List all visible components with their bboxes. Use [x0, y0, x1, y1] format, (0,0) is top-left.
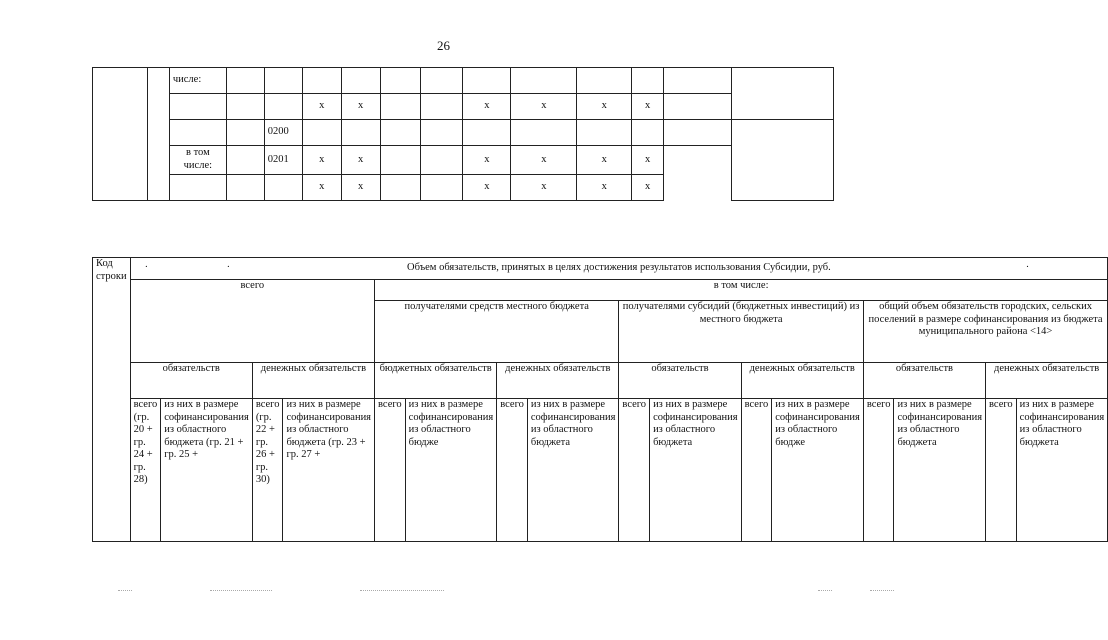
row-label: в том числе:: [169, 145, 226, 174]
column-header: из них в размере софинансирования из областного бюджета (гр. 23 + гр. 27 +: [283, 399, 375, 542]
sub-header: обязательств: [130, 363, 252, 399]
column-header: из них в размере софинансирования из областного бюдже: [772, 399, 864, 542]
column-header: из них в размере софинансирования из областного бюджета: [650, 399, 742, 542]
table-row: х х х х х х: [93, 93, 834, 119]
page-number: 26: [437, 38, 450, 53]
total-header: всего: [130, 280, 374, 363]
sub-header: обязательств: [619, 363, 741, 399]
column-header: всего: [497, 399, 528, 542]
column-header: из них в размере софинансирования из областного бюджета: [1016, 399, 1108, 542]
table-row: [93, 399, 1108, 542]
sub-header: обязательств: [863, 363, 985, 399]
scan-mark: [210, 590, 272, 591]
sub-header: денежных обязательств: [741, 363, 863, 399]
row-code: 0201: [264, 145, 302, 174]
table-row: [93, 280, 1108, 301]
table-row: [93, 68, 834, 94]
column-header: всего (гр. 20 + гр. 24 + гр. 28): [130, 399, 161, 542]
column-header: всего: [619, 399, 650, 542]
column-header: всего: [863, 399, 894, 542]
sub-header: бюджетных обязательств: [375, 363, 497, 399]
column-header: всего: [375, 399, 406, 542]
row-code: 0200: [264, 119, 302, 145]
scan-mark: [118, 590, 132, 591]
column-header: из них в размере софинансирования из областного бюдже: [405, 399, 497, 542]
scan-mark: [870, 590, 894, 591]
group-local-header: получателями средств местного бюджета: [375, 301, 619, 363]
scan-mark: [818, 590, 832, 591]
sub-header: денежных обязательств: [986, 363, 1108, 399]
column-header: из них в размере софинансирования из областного бюджета: [894, 399, 986, 542]
table-row: [93, 119, 834, 145]
table-row: [93, 258, 1108, 280]
mark-dot: ·: [144, 262, 149, 274]
column-header: всего: [986, 399, 1017, 542]
mark-dot: ·: [1025, 262, 1030, 274]
top-table: [92, 67, 834, 201]
column-header: всего: [741, 399, 772, 542]
table-row: в том числе: 0201 х х х х х х: [93, 145, 834, 174]
obligations-table: [92, 257, 1108, 542]
scan-mark: [360, 590, 444, 591]
column-header: из них в размере софинансирования из областного бюджета (гр. 21 + гр. 25 +: [161, 399, 253, 542]
main-header: · · Объем обязательств, принятых в целях достижения результатов использования Субсидии, руб. ·: [130, 258, 1108, 280]
group-settlements-header: общий объем обязательств городских, сельских поселений в размере софинансирования из бюджета муниципального района <14>: [863, 301, 1107, 363]
group-subsidy-header: получателями субсидий (бюджетных инвестиций) из местного бюджета: [619, 301, 863, 363]
table-row: [93, 363, 1108, 399]
sub-header: денежных обязательств: [497, 363, 619, 399]
column-header: из них в размере софинансирования из областного бюджета: [527, 399, 619, 542]
column-header: всего (гр. 22 + гр. 26 + гр. 30): [252, 399, 283, 542]
row-label: числе:: [169, 68, 226, 94]
code-header: Код строки: [93, 258, 131, 542]
mark-dot: ·: [226, 262, 231, 274]
table-row: х х х х х х: [93, 175, 834, 201]
sub-header: денежных обязательств: [252, 363, 374, 399]
including-header: в том числе:: [375, 280, 1108, 301]
